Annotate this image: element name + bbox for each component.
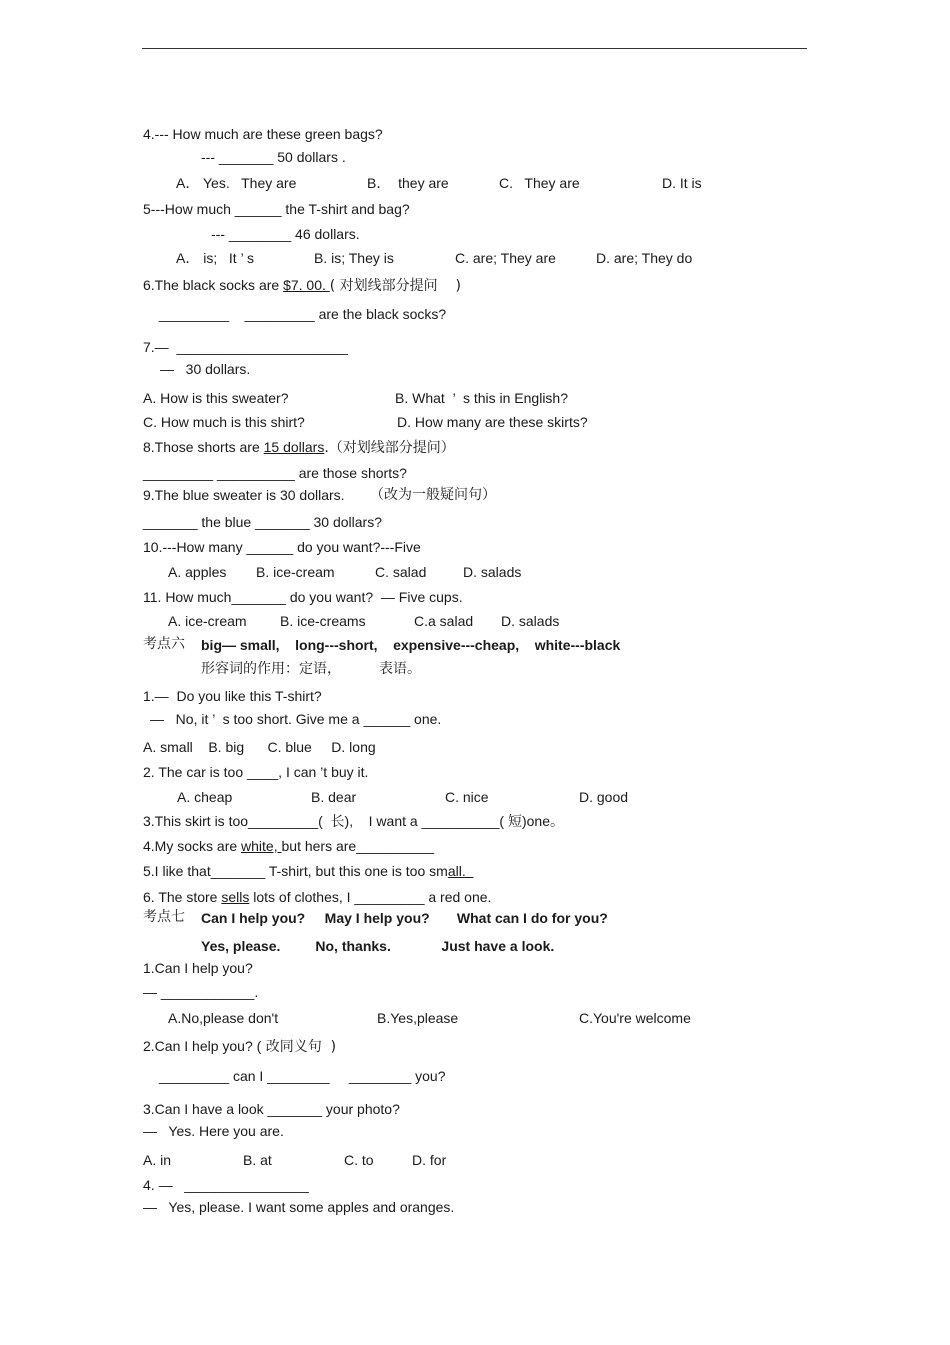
q5-stem: 5---How much ______ the T-shirt and bag?: [143, 201, 410, 217]
s6-q2-stem: 2. The car is too ____, I can ’t buy it.: [143, 764, 369, 780]
q8-underlined-price: 15 dollars: [263, 439, 325, 455]
s6-q1-reply: — No, it ’ s too short. Give me a ______ one.: [150, 711, 442, 727]
q5-option-a: A． is; It ’ s: [176, 250, 255, 266]
section6-note-b: 表语。: [379, 661, 421, 677]
s7-q1-option-a: A.No,please don't: [168, 1010, 279, 1026]
s7-q4-reply: — Yes, please. I want some apples and oranges.: [143, 1199, 455, 1215]
s6-q5-stem: [143, 862, 474, 880]
q7-option-c: C. How much is this shirt?: [143, 414, 305, 430]
header-rule: [142, 48, 807, 49]
s6-q4-underlined: white,: [241, 838, 282, 854]
section7-responses: Yes, please. No, thanks. Just have a look.: [201, 938, 555, 954]
section6-heading: big— small, long---short, expensive---cheap, white---black: [201, 637, 621, 653]
section7-label: 考点七: [143, 909, 185, 925]
s6-q6-underlined: sells: [221, 889, 250, 905]
q11-option-d: D. salads: [501, 613, 560, 629]
q9-instruction: （改为一般疑问句）: [370, 487, 496, 503]
q4-answer-line: --- _______ 50 dollars .: [201, 149, 346, 165]
section6-label: 考点六: [143, 636, 185, 652]
q11-option-c: C.a salad: [414, 613, 474, 629]
s6-q4-stem: [143, 837, 434, 855]
s7-q3-option-c: C. to: [344, 1152, 374, 1168]
s6-q1-stem: 1.— Do you like this T-shirt?: [143, 688, 322, 704]
s7-q1-option-b: B.Yes,please: [377, 1010, 459, 1026]
q7-option-b: B. What ’ s this in English?: [395, 390, 568, 406]
s6-q4-text: 4.My socks are: [143, 838, 242, 854]
s7-q4-stem: 4. — ________________: [143, 1177, 309, 1193]
q9-stem: 9.The blue sweater is 30 dollars.: [143, 487, 345, 503]
s7-q2-text: 2.Can I help you? (: [143, 1038, 262, 1054]
s7-q2-blank-line: _________ can I ________ ________ you?: [159, 1068, 446, 1084]
q6-underlined-price: $7. 00.: [283, 277, 330, 293]
s7-q1-reply: — ____________.: [143, 984, 259, 1000]
q5-answer-line: --- ________ 46 dollars.: [211, 226, 360, 242]
section6-note-a: 形容词的作用：定语，: [201, 661, 341, 677]
q10-option-d: D. salads: [463, 564, 522, 580]
q8-blank-line: _________ __________ are those shorts?: [143, 465, 407, 481]
q10-option-a: A. apples: [168, 564, 227, 580]
section7-heading: Can I help you? May I help you? What can I do for you?: [201, 910, 608, 926]
s6-q3-stem: 3.This skirt is too_________( 长), I want a __________( 短)one。: [143, 813, 565, 829]
s6-q2-option-d: D. good: [579, 789, 629, 805]
q4-option-c: C. They are: [499, 175, 580, 191]
s7-q2-instruction: 改同义句 ): [261, 1039, 337, 1055]
s7-q3-stem: 3.Can I have a look _______ your photo?: [143, 1101, 400, 1117]
q6-blank-line: _________ _________ are the black socks?: [159, 306, 447, 322]
q11-stem: 11. How much_______ do you want? — Five cups.: [143, 589, 463, 605]
q6-instruction: ( 对划线部分提问 ): [329, 278, 461, 294]
q9-blank-line: _______ the blue _______ 30 dollars?: [143, 514, 382, 530]
s6-q6-text-end: lots of clothes, I _________ a red one.: [249, 889, 492, 905]
s7-q1-stem: 1.Can I help you?: [143, 960, 253, 976]
q6-stem: [143, 276, 461, 294]
q8-text: 8.Those shorts are: [143, 439, 264, 455]
s7-q3-option-d: D. for: [412, 1152, 447, 1168]
q10-stem: 10.---How many ______ do you want?---Five: [143, 539, 421, 555]
q5-option-d: D. are; They do: [596, 250, 693, 266]
s6-q2-option-b: B. dear: [311, 789, 357, 805]
s6-q5-underlined: all.: [447, 863, 474, 879]
s6-q2-option-c: C. nice: [445, 789, 489, 805]
q7-option-d: D. How many are these skirts?: [397, 414, 588, 430]
q11-option-b: B. ice-creams: [280, 613, 366, 629]
s6-q1-options: A. small B. big C. blue D. long: [143, 739, 376, 755]
q4-option-d: D. It is: [662, 175, 702, 191]
q10-option-c: C. salad: [375, 564, 427, 580]
q7-stem: 7.— ______________________: [143, 339, 348, 355]
s6-q6-text: 6. The store: [143, 889, 222, 905]
q8-instruction: .（对划线部分提问）: [324, 440, 455, 456]
q5-option-c: C. are; They are: [455, 250, 556, 266]
q6-text: 6.The black socks are: [143, 277, 284, 293]
q8-stem: [143, 438, 455, 456]
s6-q2-option-a: A. cheap: [177, 789, 233, 805]
q7-option-a: A. How is this sweater?: [143, 390, 289, 406]
s7-q3-reply: — Yes. Here you are.: [143, 1123, 284, 1139]
s7-q2-stem: [143, 1037, 336, 1055]
s7-q3-option-b: B. at: [243, 1152, 272, 1168]
q5-option-b: B. is; They is: [314, 250, 394, 266]
s7-q1-option-c: C.You're welcome: [579, 1010, 691, 1026]
s6-q5-text: 5.I like that_______ T-shirt, but this one is too sm: [143, 863, 448, 879]
q4-stem: 4.--- How much are these green bags?: [143, 126, 383, 142]
s6-q4-text-end: but hers are__________: [281, 838, 435, 854]
q10-option-b: B. ice-cream: [256, 564, 335, 580]
s6-q6-stem: [143, 888, 491, 906]
q11-option-a: A. ice-cream: [168, 613, 247, 629]
q4-option-a: A． Yes. They are: [176, 175, 297, 191]
q4-option-b: B． they are: [367, 175, 449, 191]
q7-reply: — 30 dollars.: [160, 361, 251, 377]
s7-q3-option-a: A. in: [143, 1152, 172, 1168]
